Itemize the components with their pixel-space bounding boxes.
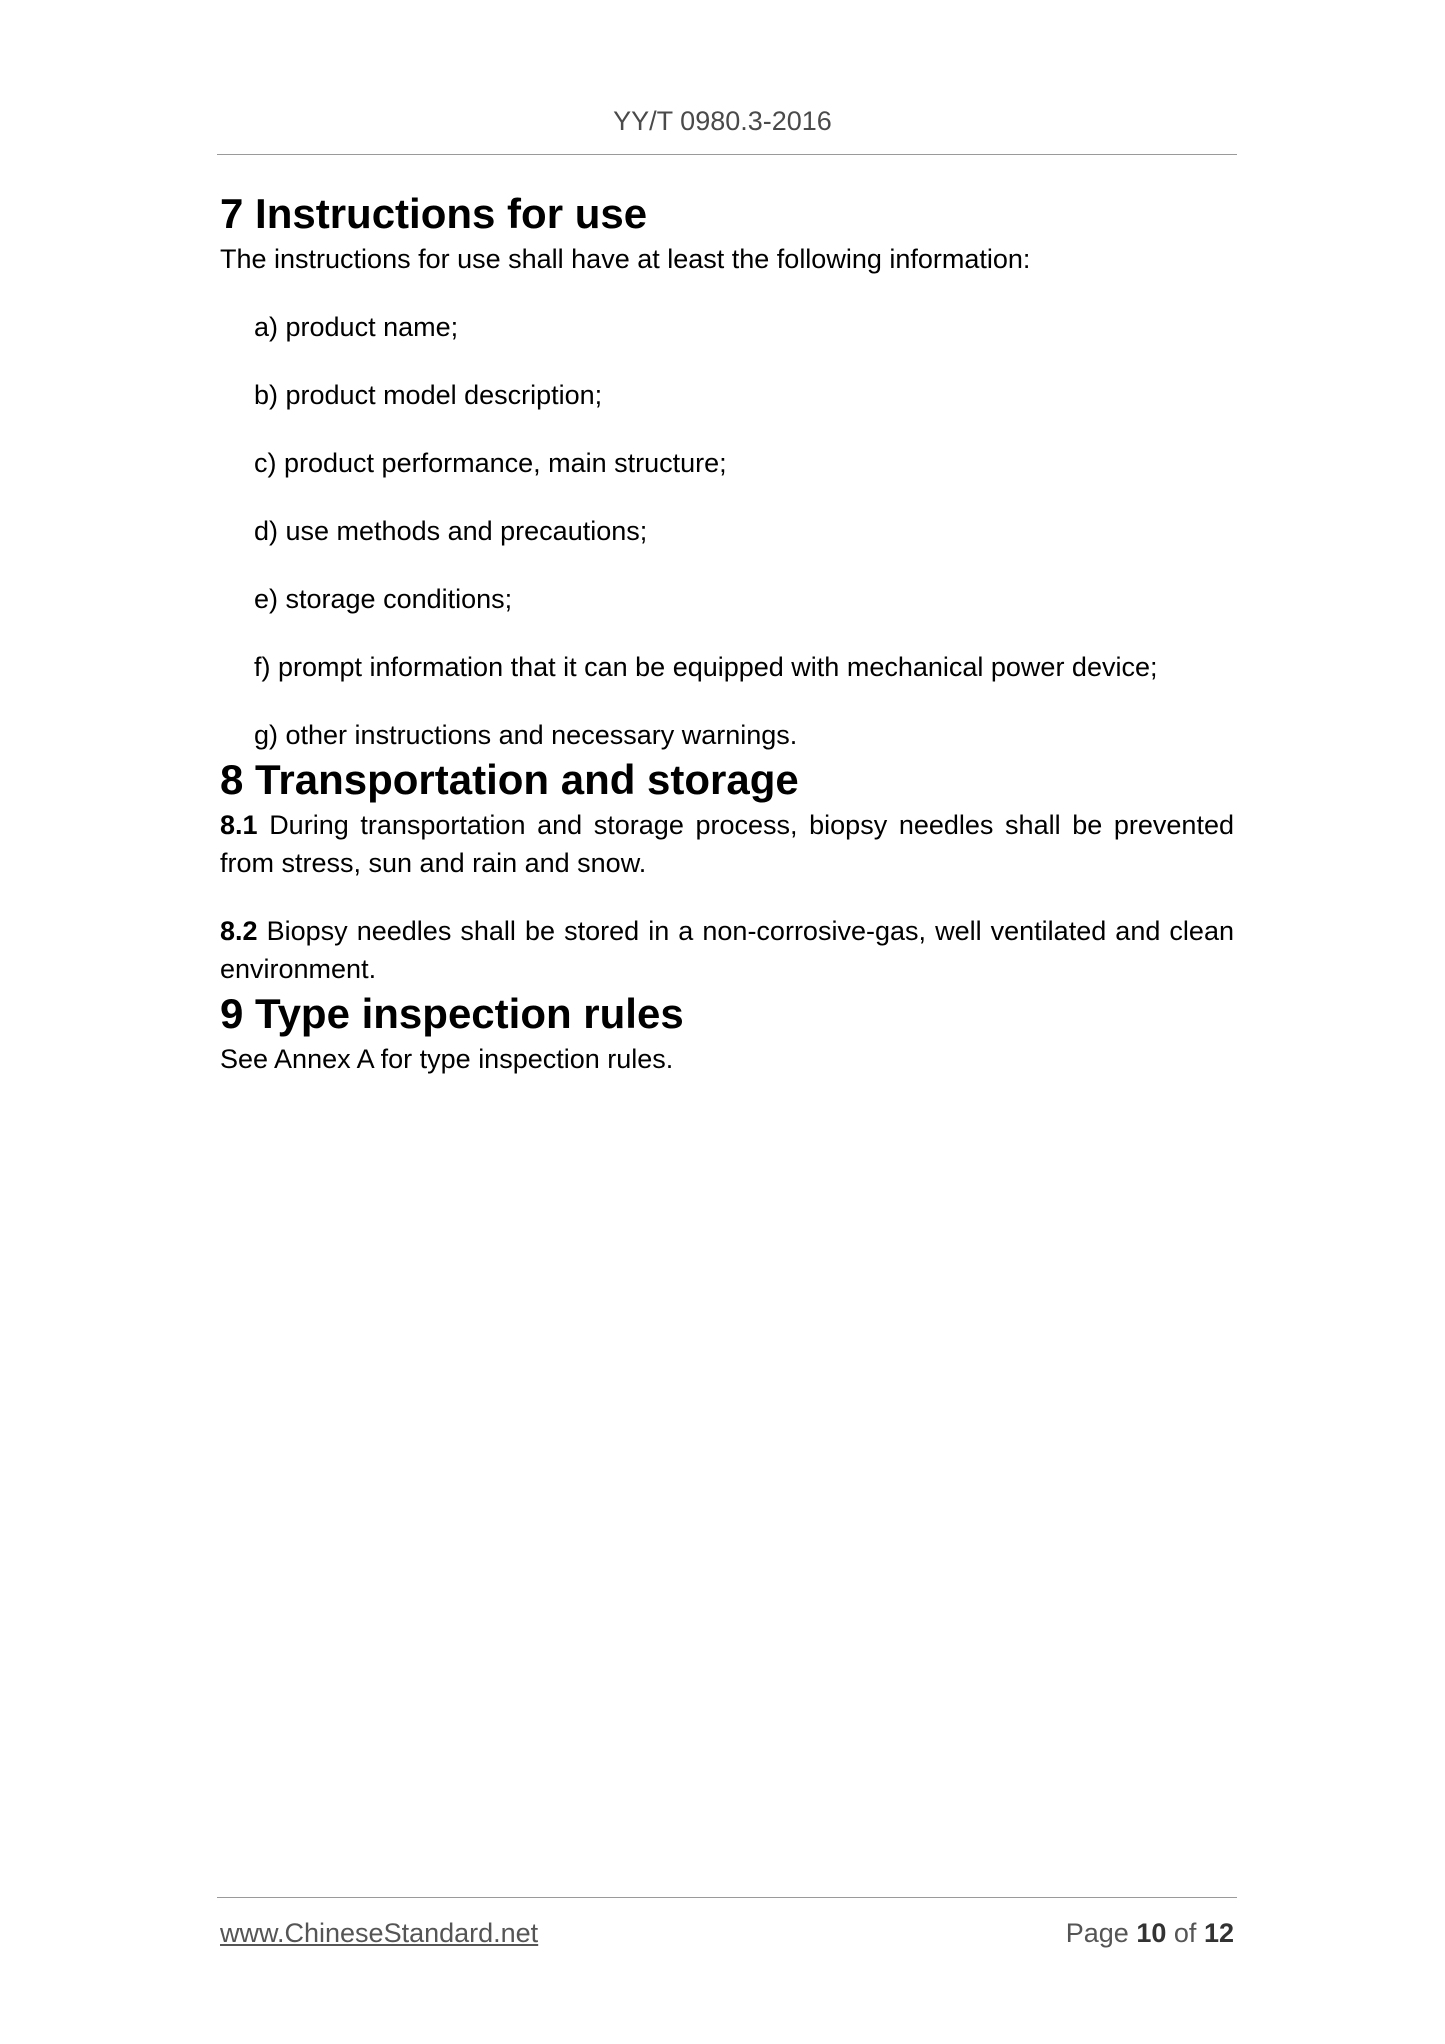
- document-id-header: YY/T 0980.3-2016: [613, 106, 832, 136]
- footer-divider: [217, 1897, 1237, 1898]
- page-total: 12: [1203, 1918, 1234, 1948]
- list-item: a) product name;: [254, 312, 459, 342]
- header-divider: [217, 154, 1237, 155]
- page-label: Page: [1065, 1918, 1129, 1948]
- section-9-text: See Annex A for type inspection rules.: [220, 1044, 674, 1074]
- list-item: c) product performance, main structure;: [254, 448, 727, 478]
- section-7-intro: The instructions for use shall have at least the following information:: [220, 244, 1031, 274]
- website-link[interactable]: www.ChineseStandard.net: [220, 1918, 539, 1948]
- page-of-label: of: [1173, 1918, 1197, 1948]
- page-content: [220, 188, 1234, 1078]
- instructions-list: [220, 308, 1234, 754]
- section-8-heading: 8 Transportation and storage: [220, 756, 799, 803]
- list-item: e) storage conditions;: [254, 584, 513, 614]
- list-item: d) use methods and precautions;: [254, 516, 648, 546]
- clause-text: During transportation and storage process, biopsy needles shall be prevented from stress, sun and rain and snow.: [220, 810, 1234, 878]
- section-7-heading: 7 Instructions for use: [220, 190, 648, 237]
- clause-number: 8.2: [220, 916, 258, 946]
- clause-number: 8.1: [220, 810, 258, 840]
- clause-8-2: [220, 912, 1234, 988]
- section-9-heading: 9 Type inspection rules: [220, 990, 684, 1037]
- list-item: b) product model description;: [254, 380, 603, 410]
- page-number: [1066, 1916, 1234, 1950]
- clause-8-1: [220, 806, 1234, 882]
- list-item: g) other instructions and necessary warnings.: [254, 720, 798, 750]
- clause-text: Biopsy needles shall be stored in a non-corrosive-gas, well ventilated and clean environment.: [220, 916, 1234, 984]
- list-item: f) prompt information that it can be equipped with mechanical power device;: [254, 652, 1158, 682]
- page-current: 10: [1136, 1918, 1167, 1948]
